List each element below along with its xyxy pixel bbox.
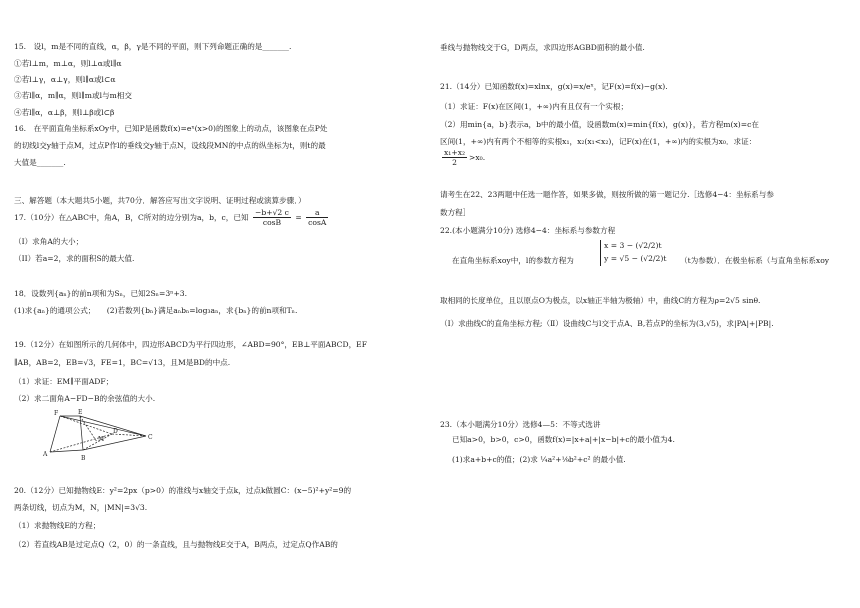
- q20-line-1: 20.（12分）已知抛物线E：y²=2px（p>0）的准线与x轴交于点k，过点k做圆C：(x−5)²+y²=9的: [14, 486, 352, 495]
- q15-option-3: ③若l∥α，m∥α，则l∥m或l与m相交: [14, 91, 133, 100]
- q21-line-5: [440, 148, 485, 168]
- q19-part-2: （2）求二面角A−FD−B的余弦值的大小.: [14, 394, 156, 403]
- q18-line-2: (1)求{aₙ}的通项公式； (2)若数列{bₙ}满足aₙbₙ=log₃aₙ，求{bₙ}的前n项和Tₙ.: [14, 306, 298, 315]
- q16-line-3: 大值是_______.: [14, 158, 66, 167]
- q15-stem: 15. 设l，m是不同的直线，α，β，γ是不同的平面，则下列命题正确的是_______.: [14, 42, 292, 51]
- q17-frac1-den: cosB: [262, 218, 282, 228]
- label-A: A: [43, 451, 48, 458]
- q15-option-2: ②若l⊥γ，α⊥γ，则l∥α或l⊂α: [14, 75, 116, 84]
- q19-part-1: （1）求证：EM∥平面ADF；: [14, 377, 114, 386]
- edge-BC: [83, 436, 146, 450]
- q17-frac2-num: a: [306, 208, 328, 218]
- q22-param-intro: 在直角坐标系xoy中，l的参数方程为: [452, 256, 574, 265]
- q21-frac-den: 2: [452, 158, 457, 168]
- q22-heading: 22.(本小题满分10分) 选修4−4：坐标系与参数方程: [440, 226, 616, 235]
- q21-part-1: （1）求证：F(x)在区间(1，+∞)内有且仅有一个实根；: [440, 102, 629, 111]
- q23-line-3: [452, 455, 626, 464]
- q23-expression: ¼a²+⅑b²+c²: [540, 455, 591, 464]
- edge-AF: [50, 416, 60, 452]
- q17-frac2-den: cosA: [308, 218, 327, 228]
- q22-param-x: x = 3 − (√2/2)t: [604, 241, 662, 250]
- q17-equals: =: [295, 212, 302, 222]
- q23-tail: 的最小值.: [592, 455, 626, 464]
- section-heading: 三、解答题（本大题共5小题，共70分．解答应写出文字说明、证明过程或演算步骤．）: [14, 196, 306, 205]
- right-column: [440, 0, 840, 608]
- label-F: F: [54, 410, 59, 417]
- edge-EM: [80, 416, 97, 442]
- q21-frac-num: x₁+x₂: [444, 148, 466, 157]
- q17-part-1: （I）求角A的大小；: [14, 237, 84, 246]
- q22-param-system: [600, 240, 666, 266]
- q20-continuation: 垂线与抛物线交于G，D两点，求四边形AGBD面积的最小值.: [440, 43, 645, 52]
- q21-part-2: （2）用min{a，b}表示a，b中的最小值，设函数m(x)=min{f(x)，g(x)}，若方程m(x)=c在: [440, 120, 759, 129]
- q19-line-1: 19.（12分）在如图所示的几何体中，四边形ABCD为平行四边形，∠ABD=90°，EB⊥平面ABCD，EF: [14, 340, 367, 349]
- q20-part-2: （2）若直线AB是过定点Q（2，0）的一条直线，且与抛物线E交于A，B两点，过定点Q作AB的: [14, 540, 338, 549]
- q17-line-1: [14, 208, 330, 228]
- q17-part-2: （II）若a=2，求的面积S的最大值.: [14, 254, 135, 263]
- q23-heading: 23.（本小题满分10分）选修4—5：不等式选讲: [440, 420, 601, 429]
- geometry-figure: [40, 408, 160, 464]
- q15-option-4: ④若l∥α，α⊥β，则l⊥β或l⊂β: [14, 108, 115, 117]
- q21-tail: >x₀.: [469, 152, 486, 162]
- label-B: B: [81, 455, 86, 462]
- q19-line-2: ∥AB，AB=2，EB=√3，FE=1，BC=√13，且M是BD的中点.: [14, 358, 231, 367]
- q16-line-1: 16. 在平面直角坐标系xOy中，已知P是函数f(x)=eˣ(x>0)的图象上的动点，该图象在点P处: [14, 124, 328, 133]
- label-M: M: [98, 436, 105, 443]
- q20-line-2: 两条切线，切点为M，N，|MN|=3√3.: [14, 503, 148, 512]
- q15-option-1: ①若l⊥m，m⊥α，则l⊥α或l∥α: [14, 59, 122, 68]
- q22-line-3: 取相同的长度单位，且以原点O为极点，以x轴正半轴为极轴）中，曲线C的方程为ρ=2√5 sinθ.: [440, 296, 761, 305]
- q21-line-4: 区间(1，+∞)内有两个不相等的实根x₁，x₂(x₁<x₂)，记F(x)在(1，+∞)内的实根为x₀．求证：: [440, 137, 757, 146]
- q21-line-1: 21.（14分）已知函数f(x)=xlnx，g(x)=x/eˣ，记F(x)=f(x)−g(x).: [440, 82, 668, 91]
- label-E: E: [78, 409, 83, 416]
- edge-FC: [60, 416, 146, 436]
- q17-fraction-left: [253, 208, 291, 228]
- choose-note-line-2: 数方程］: [440, 208, 471, 217]
- q17-frac1-num: −b+√2 c: [255, 208, 289, 217]
- q18-line-1: 18．设数列{aₙ}的前n项和为Sₙ，已知2Sₙ=3ⁿ+3.: [14, 289, 188, 298]
- label-D: D: [113, 428, 118, 435]
- q21-fraction: [442, 148, 467, 168]
- choose-note-line-1: 请考生在22、23两题中任选一题作答，如果多做，则按所做的第一题记分.［选修4−4：坐标系与参: [440, 190, 774, 199]
- q23-line-2: 已知a>0，b>0，c>0，函数f(x)=|x+a|+|x−b|+c的最小值为4.: [452, 435, 675, 444]
- q17-fraction-right: [306, 208, 328, 228]
- q20-part-1: （1）求抛物线E的方程；: [14, 521, 101, 530]
- left-column: [14, 0, 414, 608]
- q16-line-2: 的切线l交y轴于点M，过点P作l的垂线交y轴于点N，设线段MN的中点的纵坐标为t，则t的最: [14, 141, 326, 150]
- label-C: C: [148, 434, 153, 441]
- q23-part-text: (1)求a+b+c的值；(2)求: [452, 455, 538, 464]
- q17-text: 17.（10分）在△ABC中，角A，B，C所对的边分别为a，b，c，已知: [14, 212, 249, 222]
- q22-param-y: y = √5 − (√2/2)t: [604, 253, 667, 263]
- q22-param-note: （t为参数）．在极坐标系（与直角坐标系xoy: [680, 256, 830, 265]
- q22-line-4: （Ⅰ）求曲线C的直角坐标方程;（Ⅱ）设曲线C与l交于点A、B,若点P的坐标为(3,√5)，求|PA|+|PB|.: [440, 319, 774, 328]
